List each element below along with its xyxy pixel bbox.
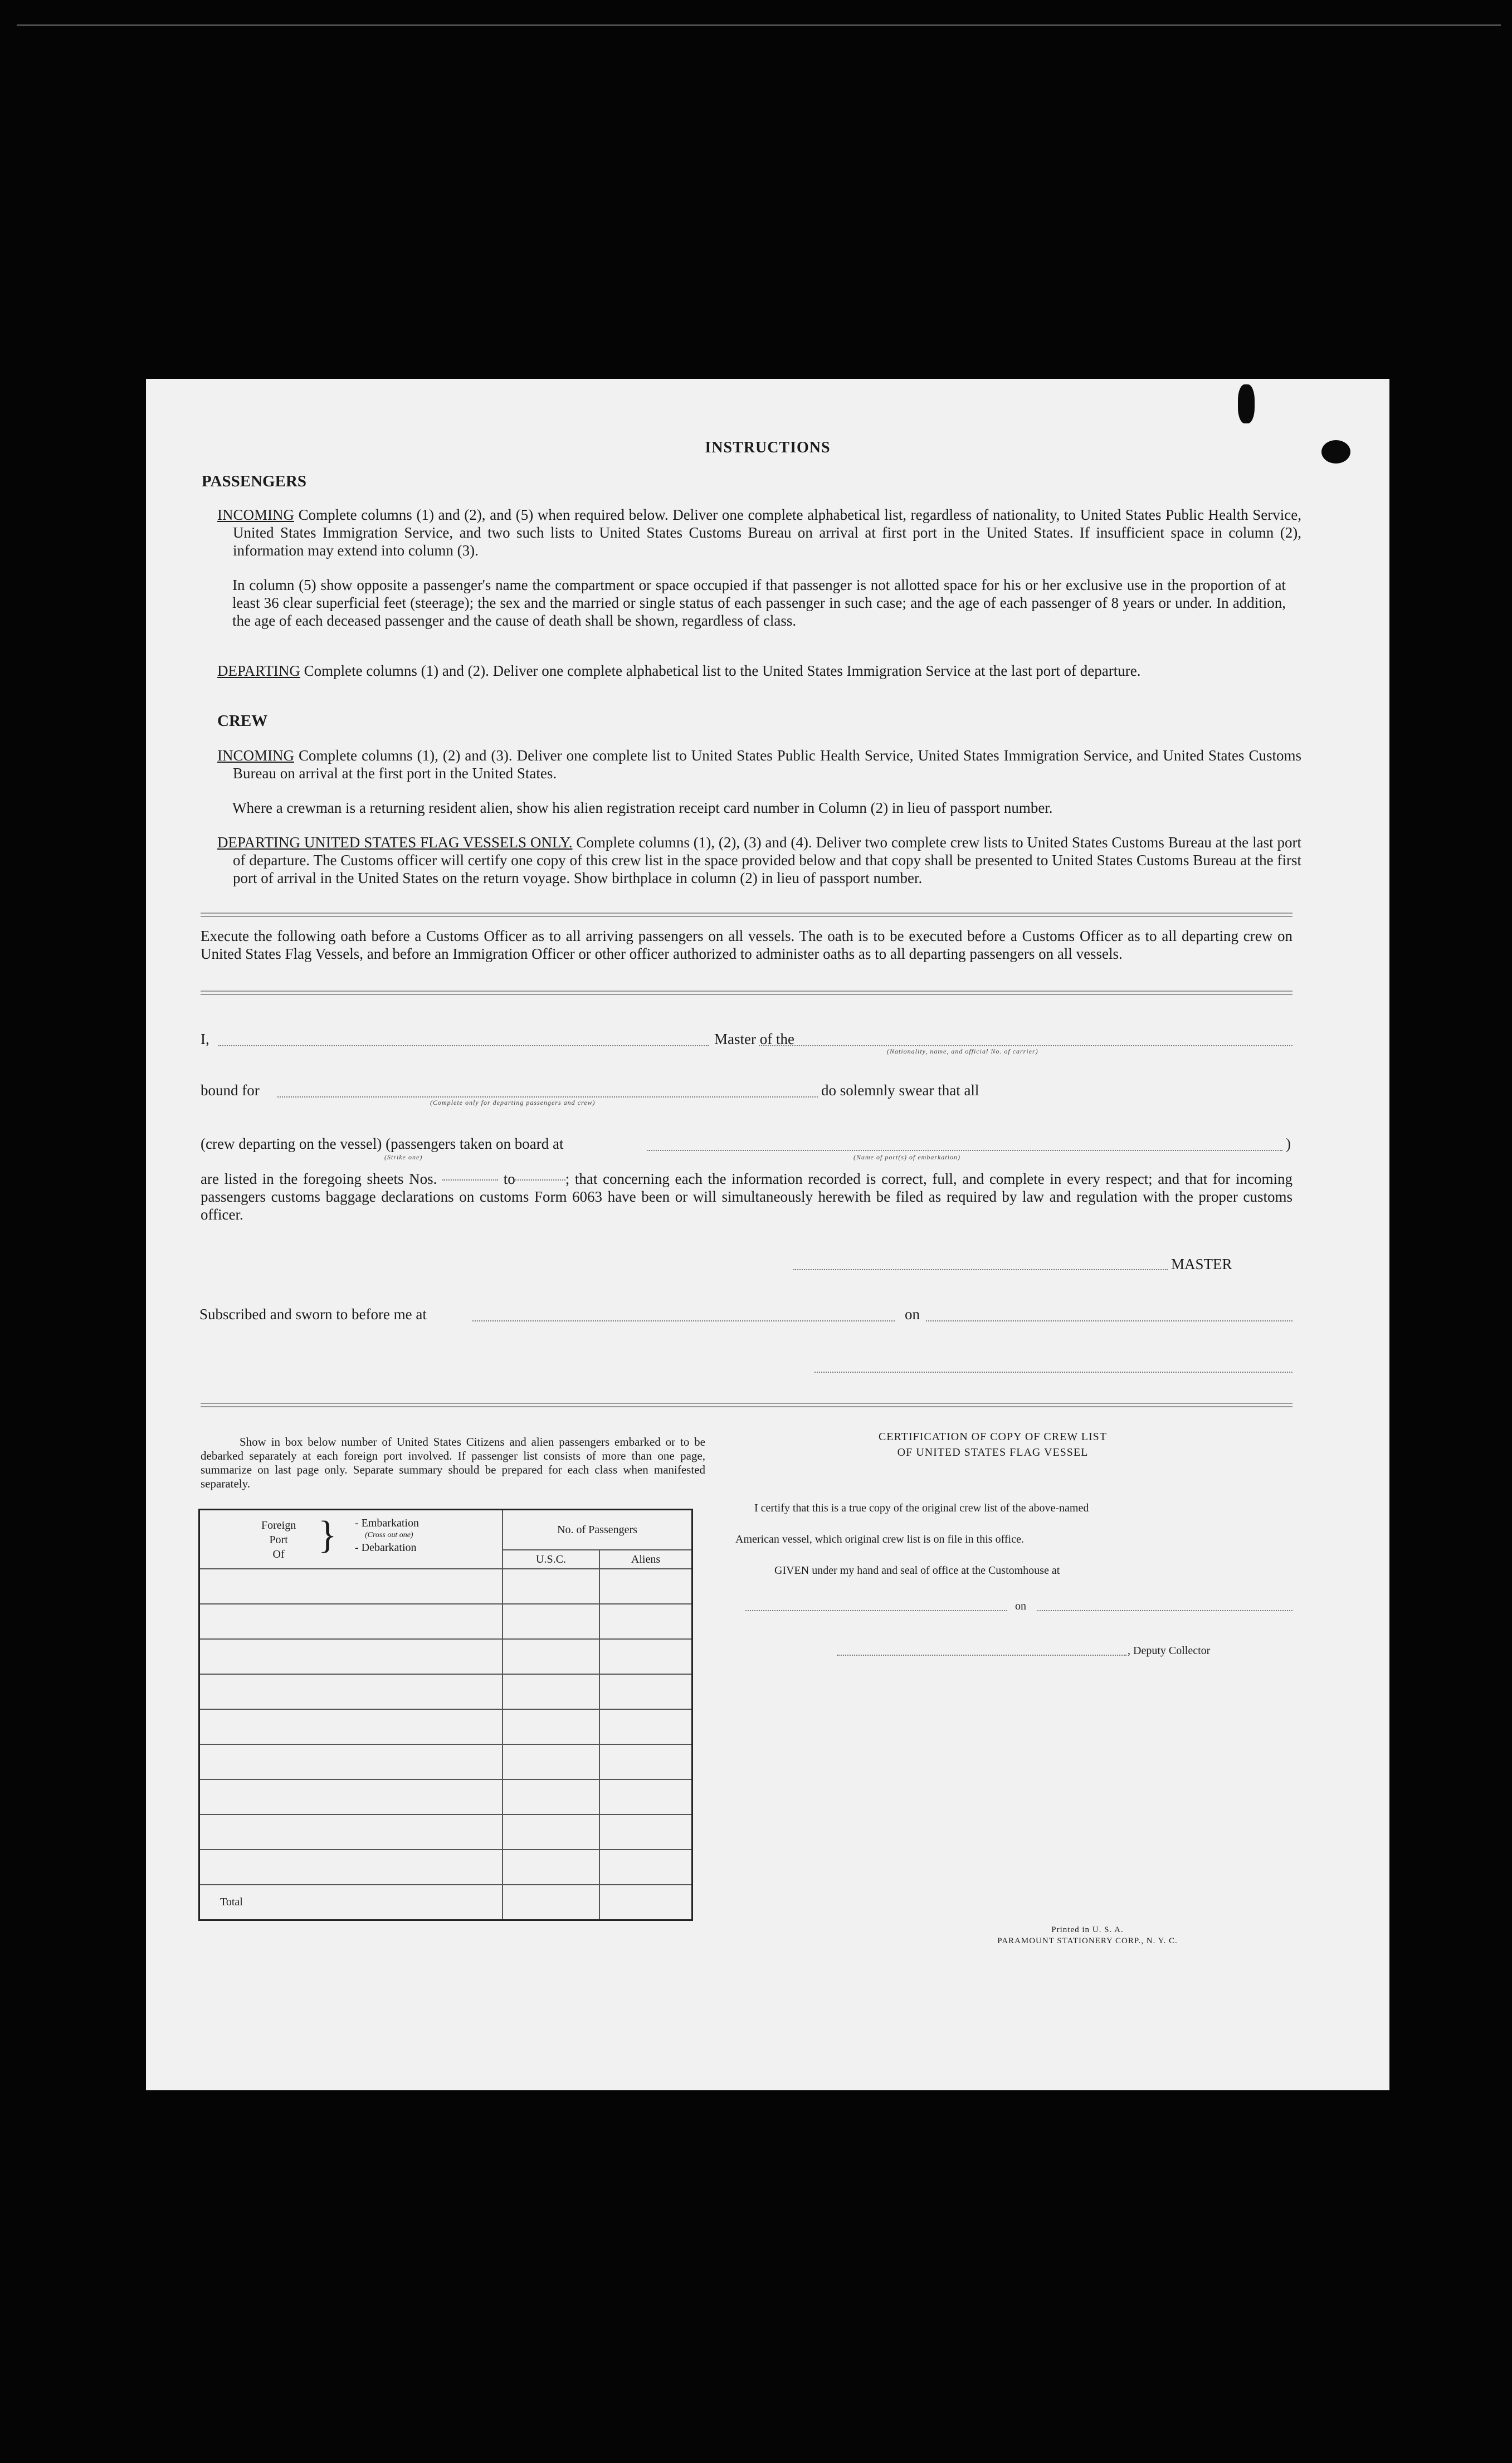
foreign-label: Foreign bbox=[261, 1519, 296, 1532]
embarkation-label: - Embarkation bbox=[355, 1517, 419, 1529]
deputy-collector-label: , Deputy Collector bbox=[1128, 1645, 1211, 1657]
table-row bbox=[199, 1815, 692, 1850]
port-cell[interactable] bbox=[199, 1850, 503, 1885]
form-page bbox=[146, 379, 1389, 2090]
sheet-from-line[interactable] bbox=[442, 1179, 498, 1181]
microfilm-frame-line bbox=[17, 25, 1501, 26]
crewman-paragraph bbox=[232, 799, 1286, 817]
departing-label: DEPARTING bbox=[217, 662, 300, 679]
incoming-text: Complete columns (1) and (2), and (5) when required below. Deliver one complete alphabetical list, regardless of nationality, to United States Public Health Service, United States Immigration Service, and two such lists to United States Customs Bureau on arrival at first port in the United States. If insufficient space in column (2), information may extend into column (3). bbox=[233, 506, 1301, 559]
aliens-cell[interactable] bbox=[599, 1744, 692, 1779]
port-cell[interactable] bbox=[199, 1709, 503, 1744]
debarkation-label: - Debarkation bbox=[355, 1542, 417, 1554]
certification-line-3: GIVEN under my hand and seal of office at the Customhouse at bbox=[774, 1564, 1060, 1577]
name-line[interactable] bbox=[218, 1045, 709, 1046]
oath-i: I, bbox=[201, 1031, 209, 1047]
master-label: MASTER bbox=[1171, 1256, 1232, 1272]
carrier-line[interactable] bbox=[759, 1045, 1292, 1046]
aliens-header: Aliens bbox=[599, 1550, 692, 1569]
separator bbox=[201, 913, 1292, 917]
embarkation-port-line[interactable] bbox=[647, 1150, 1282, 1151]
instructions-title: INSTRUCTIONS bbox=[705, 439, 831, 456]
table-row bbox=[199, 1709, 692, 1744]
usc-cell[interactable] bbox=[503, 1709, 599, 1744]
port-cell[interactable] bbox=[199, 1779, 503, 1815]
column5-paragraph bbox=[232, 576, 1286, 630]
total-row bbox=[199, 1885, 692, 1920]
strike-hint: (Strike one) bbox=[384, 1153, 423, 1161]
aliens-cell[interactable] bbox=[599, 1850, 692, 1885]
customhouse-line[interactable] bbox=[745, 1610, 1007, 1611]
usc-cell[interactable] bbox=[503, 1569, 599, 1604]
aliens-cell[interactable] bbox=[599, 1569, 692, 1604]
incoming-label: INCOMING bbox=[217, 506, 294, 523]
officer-signature-line[interactable] bbox=[814, 1372, 1292, 1373]
master-signature-line[interactable] bbox=[793, 1269, 1168, 1270]
usc-cell[interactable] bbox=[503, 1779, 599, 1815]
subscribed-place-line[interactable] bbox=[472, 1320, 895, 1321]
port-cell[interactable] bbox=[199, 1639, 503, 1674]
table-row bbox=[199, 1674, 692, 1709]
separator bbox=[201, 1403, 1292, 1407]
bound-hint: (Complete only for departing passengers and crew) bbox=[430, 1099, 596, 1106]
usc-cell[interactable] bbox=[503, 1604, 599, 1639]
table-row bbox=[199, 1779, 692, 1815]
cross-out-label: (Cross out one) bbox=[365, 1531, 413, 1539]
table-row bbox=[199, 1569, 692, 1604]
certification-line-1: I certify that this is a true copy of the original crew list of the above-named bbox=[754, 1502, 1089, 1514]
flag-label: DEPARTING UNITED STATES FLAG VESSELS ONLY. bbox=[217, 834, 573, 851]
aliens-total-cell[interactable] bbox=[599, 1885, 692, 1920]
of-label: Of bbox=[272, 1548, 285, 1560]
usc-cell[interactable] bbox=[503, 1639, 599, 1674]
port-cell[interactable] bbox=[199, 1604, 503, 1639]
port-cell[interactable] bbox=[199, 1815, 503, 1850]
aliens-cell[interactable] bbox=[599, 1639, 692, 1674]
port-cell[interactable] bbox=[199, 1569, 503, 1604]
crewman-text: Where a crewman is a returning resident alien, show his alien registration receipt card number in Column (2) in lieu of passport number. bbox=[232, 799, 1053, 816]
listed-b: ; that concerning each the information recorded is correct, full, and complete in every respect; and that for incoming passengers customs baggage declarations on customs Form 6063 have been or will simultaneously herewith be filed as required by law and regulation with the proper customs officer. bbox=[201, 1170, 1293, 1223]
crew-incoming-text: Complete columns (1), (2) and (3). Deliver one complete list to United States Public Health Service, United States Immigration Service, and United States Customs Bureau on arrival at the first port in the United States. bbox=[233, 747, 1301, 782]
port-cell[interactable] bbox=[199, 1744, 503, 1779]
crew-passengers-text: (crew departing on the vessel) (passengers taken on board at bbox=[201, 1135, 564, 1152]
swear-text: do solemnly swear that all bbox=[821, 1082, 979, 1099]
table-row bbox=[199, 1850, 692, 1885]
passenger-summary-table bbox=[198, 1509, 693, 1921]
port-cell[interactable] bbox=[199, 1674, 503, 1709]
table-row bbox=[199, 1639, 692, 1674]
certification-line-2: American vessel, which original crew list is on file in this office. bbox=[735, 1533, 1024, 1545]
crew-incoming bbox=[217, 747, 1301, 782]
master-of-the: Master of the bbox=[714, 1031, 794, 1047]
certification-heading-1: CERTIFICATION OF COPY OF CREW LIST bbox=[878, 1431, 1108, 1443]
usc-cell[interactable] bbox=[503, 1744, 599, 1779]
usc-cell[interactable] bbox=[503, 1815, 599, 1850]
execute-text: Execute the following oath before a Customs Officer as to all arriving passengers on all vessels. The oath is to be executed before a Customs Officer as to all departing crew on United States Flag Vessels, and before an Immigration Officer or other officer authorized to administer oaths as to all departing passengers on all vessels. bbox=[201, 928, 1292, 962]
brace: } bbox=[318, 1514, 337, 1557]
port-header-cell bbox=[199, 1510, 503, 1569]
departing-text: Complete columns (1) and (2). Deliver one complete alphabetical list to the United States Immigration Service at the last port of departure. bbox=[300, 662, 1141, 679]
aliens-cell[interactable] bbox=[599, 1709, 692, 1744]
nationality-hint: (Nationality, name, and official No. of carrier) bbox=[887, 1047, 1038, 1055]
aliens-cell[interactable] bbox=[599, 1674, 692, 1709]
port-label: Port bbox=[269, 1534, 288, 1546]
passengers-heading: PASSENGERS bbox=[202, 472, 307, 490]
sheet-to-line[interactable] bbox=[515, 1179, 565, 1181]
certification-on: on bbox=[1015, 1600, 1026, 1612]
aliens-cell[interactable] bbox=[599, 1604, 692, 1639]
no-passengers-header: No. of Passengers bbox=[503, 1510, 692, 1550]
bound-for-line[interactable] bbox=[277, 1096, 818, 1098]
table-row bbox=[199, 1604, 692, 1639]
listed-paragraph bbox=[201, 1170, 1292, 1223]
deputy-signature-line[interactable] bbox=[837, 1655, 1126, 1656]
column5-text: In column (5) show opposite a passenger's name the compartment or space occupied if that passenger is not allotted space for his or her exclusive use in the proportion of at least 36 clear superficial feet (steerage); the sex and the married or single status of each passenger in such case; and the age of each passenger of 8 years or under. In addition, the age of each deceased passenger and the cause of death shall be shown, regardless of class. bbox=[232, 577, 1286, 629]
listed-a: are listed in the foregoing sheets Nos. bbox=[201, 1170, 437, 1187]
listed-to: to bbox=[503, 1170, 515, 1187]
flag-text: Complete columns (1), (2), (3) and (4). Deliver two complete crew lists to United States Customs Bureau at the last port of departure. The Customs officer will certify one copy of this crew list in the space provided below and that copy shall be presented to United States Customs Bureau at the first port of arrival in the United States on the return voyage. Show birthplace in column (2) in lieu of passport number. bbox=[233, 834, 1301, 886]
usc-cell[interactable] bbox=[503, 1850, 599, 1885]
certification-date-line[interactable] bbox=[1037, 1610, 1292, 1611]
certification-heading-2: OF UNITED STATES FLAG VESSEL bbox=[897, 1446, 1089, 1459]
usc-total-cell[interactable] bbox=[503, 1885, 599, 1920]
printer-name: PARAMOUNT STATIONERY CORP., N. Y. C. bbox=[997, 1937, 1178, 1945]
passengers-incoming bbox=[217, 506, 1301, 559]
port-hint: (Name of port(s) of embarkation) bbox=[853, 1153, 960, 1161]
aliens-cell[interactable] bbox=[599, 1815, 692, 1850]
subscribed-on: on bbox=[905, 1306, 920, 1323]
subscribed-date-line[interactable] bbox=[926, 1320, 1292, 1321]
usc-cell[interactable] bbox=[503, 1674, 599, 1709]
crew-incoming-label: INCOMING bbox=[217, 747, 294, 764]
usc-header: U.S.C. bbox=[503, 1550, 599, 1569]
table-row bbox=[199, 1744, 692, 1779]
aliens-cell[interactable] bbox=[599, 1779, 692, 1815]
passengers-departing bbox=[217, 662, 1301, 680]
separator bbox=[201, 991, 1292, 995]
printed-in-usa: Printed in U. S. A. bbox=[1051, 1925, 1124, 1934]
ink-stain bbox=[1238, 384, 1255, 423]
bound-for: bound for bbox=[201, 1082, 260, 1099]
crew-heading: CREW bbox=[217, 712, 268, 730]
flag-vessels bbox=[217, 833, 1301, 887]
summary-intro: Show in box below number of United States Citizens and alien passengers embarked or to be debarked separately at each foreign port involved. If passenger list consists of more than one page, summarize on last page only. Separate summary should be prepared for each class when manifested separately. bbox=[201, 1435, 705, 1490]
execute-paragraph bbox=[201, 927, 1292, 963]
total-label: Total bbox=[199, 1885, 503, 1920]
subscribed-text: Subscribed and sworn to before me at bbox=[199, 1306, 427, 1323]
close-paren: ) bbox=[1286, 1135, 1291, 1152]
